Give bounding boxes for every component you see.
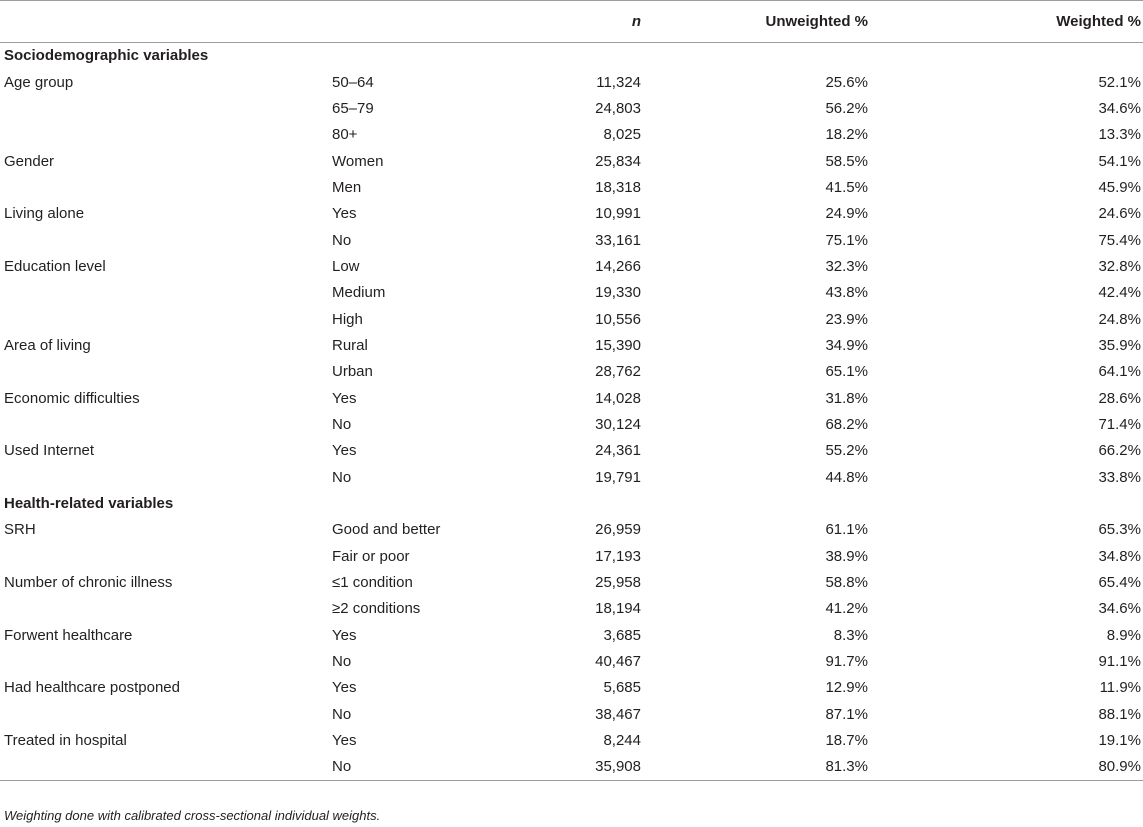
table-row bbox=[0, 596, 1143, 622]
row-unweighted-value: 34.9% bbox=[825, 336, 868, 354]
row-category-label: 80+ bbox=[332, 126, 358, 144]
table-row bbox=[0, 95, 1143, 121]
row-category-label: No bbox=[332, 705, 352, 723]
row-unweighted-value: 75.1% bbox=[825, 231, 868, 249]
row-unweighted-value: 68.2% bbox=[825, 415, 868, 433]
row-n-value: 14,266 bbox=[595, 257, 641, 275]
row-category-label: Good and better bbox=[332, 521, 441, 539]
table-row bbox=[0, 727, 1143, 753]
row-unweighted-value: 87.1% bbox=[825, 705, 868, 723]
row-n-value: 3,685 bbox=[603, 626, 641, 644]
row-variable-label bbox=[0, 701, 330, 727]
row-category-label: High bbox=[332, 310, 363, 328]
row-n-value: 25,958 bbox=[595, 574, 641, 592]
row-category-label: No bbox=[332, 653, 352, 671]
row-unweighted-value: 31.8% bbox=[825, 389, 868, 407]
header-row bbox=[0, 1, 1143, 43]
row-variable-label: Living alone bbox=[4, 205, 85, 223]
row-weighted-value: 34.6% bbox=[1098, 99, 1141, 117]
row-n-value: 38,467 bbox=[595, 705, 641, 723]
row-variable-label: Gender bbox=[4, 152, 55, 170]
row-unweighted-value: 41.5% bbox=[825, 178, 868, 196]
row-category-label: No bbox=[330, 754, 580, 780]
section-header-row bbox=[0, 43, 1143, 69]
row-weighted-value: 64.1% bbox=[1098, 363, 1141, 381]
table-row bbox=[0, 464, 1143, 490]
row-weighted-value: 11.9% bbox=[1099, 679, 1141, 697]
row-n-value: 25,834 bbox=[595, 152, 641, 170]
row-category-label: Yes bbox=[332, 205, 357, 223]
row-unweighted-value: 56.2% bbox=[825, 99, 868, 117]
row-weighted-value: 8.9% bbox=[1106, 626, 1141, 644]
row-weighted-value: 13.3% bbox=[1098, 126, 1141, 144]
row-weighted-value: 32.8% bbox=[1098, 257, 1141, 275]
row-unweighted-value: 65.1% bbox=[825, 363, 868, 381]
row-weighted-value: 24.6% bbox=[1098, 205, 1141, 223]
section-title: Health-related variables bbox=[4, 495, 174, 513]
table-row bbox=[0, 69, 1143, 95]
table-row bbox=[0, 648, 1143, 674]
row-variable-label: Education level bbox=[4, 257, 106, 275]
row-category-label: Urban bbox=[332, 363, 373, 381]
row-unweighted-value: 18.2% bbox=[825, 126, 868, 144]
table-row bbox=[0, 359, 1143, 385]
section-title: Sociodemographic variables bbox=[4, 47, 209, 65]
table-row bbox=[0, 332, 1143, 358]
row-category-label: 65–79 bbox=[332, 99, 374, 117]
row-category-label: No bbox=[332, 231, 352, 249]
row-n-value: 18,318 bbox=[595, 178, 641, 196]
row-n-value: 28,762 bbox=[595, 363, 641, 381]
row-variable-label: Forwent healthcare bbox=[4, 626, 133, 644]
table-row bbox=[0, 201, 1143, 227]
row-category-label: Yes bbox=[332, 626, 357, 644]
row-variable-label: SRH bbox=[4, 521, 36, 539]
row-category-label: No bbox=[332, 415, 352, 433]
row-weighted-value: 52.1% bbox=[1098, 73, 1141, 91]
row-n-value: 18,194 bbox=[595, 600, 641, 618]
row-n-value: 33,161 bbox=[595, 231, 641, 249]
table-row bbox=[0, 280, 1143, 306]
row-unweighted-value: 25.6% bbox=[825, 73, 868, 91]
table-row bbox=[0, 385, 1143, 411]
row-n-value: 8,244 bbox=[603, 732, 641, 750]
table-row bbox=[0, 306, 1143, 332]
row-unweighted-value: 61.1% bbox=[825, 521, 868, 539]
row-n-value: 19,791 bbox=[595, 468, 641, 486]
row-category-label: Women bbox=[332, 152, 384, 170]
row-unweighted-value: 58.8% bbox=[825, 574, 868, 592]
row-weighted-value: 34.6% bbox=[1098, 600, 1141, 618]
table-row bbox=[0, 569, 1143, 595]
row-weighted-value: 28.6% bbox=[1098, 389, 1141, 407]
table-row bbox=[0, 517, 1143, 543]
row-unweighted-value: 24.9% bbox=[825, 205, 868, 223]
row-category-label: Yes bbox=[332, 732, 357, 750]
row-n-value: 10,556 bbox=[595, 310, 641, 328]
row-category-label: 50–64 bbox=[332, 73, 374, 91]
table-row bbox=[0, 622, 1143, 648]
row-unweighted-value: 38.9% bbox=[825, 547, 868, 565]
row-n-value: 26,959 bbox=[595, 521, 641, 539]
row-variable-label bbox=[0, 648, 330, 674]
row-n-value: 17,193 bbox=[595, 547, 641, 565]
row-unweighted-value: 58.5% bbox=[825, 152, 868, 170]
table-footnote: Weighting done with calibrated cross-sectional individual weights. bbox=[4, 808, 381, 823]
table-row bbox=[0, 122, 1143, 148]
row-n-value: 24,361 bbox=[595, 442, 641, 460]
row-weighted-value: 88.1% bbox=[1098, 705, 1141, 723]
row-variable-label bbox=[0, 464, 330, 490]
row-variable-label bbox=[0, 754, 330, 780]
row-unweighted-value: 44.8% bbox=[825, 468, 868, 486]
row-variable-label bbox=[0, 174, 330, 200]
header-weighted: Weighted % bbox=[870, 1, 1143, 43]
row-weighted-value: 91.1% bbox=[1098, 653, 1141, 671]
row-variable-label: Age group bbox=[4, 73, 74, 91]
row-n-value: 30,124 bbox=[595, 415, 641, 433]
row-unweighted-value: 18.7% bbox=[825, 732, 868, 750]
row-variable-label bbox=[0, 95, 330, 121]
row-variable-label bbox=[0, 306, 330, 332]
table-row bbox=[0, 701, 1143, 727]
row-variable-label: Treated in hospital bbox=[4, 732, 127, 750]
row-weighted-value: 71.4% bbox=[1098, 415, 1141, 433]
row-category-label: Fair or poor bbox=[332, 547, 410, 565]
row-weighted-value: 54.1% bbox=[1098, 152, 1141, 170]
row-category-label: Rural bbox=[332, 336, 368, 354]
row-weighted-value: 65.4% bbox=[1098, 574, 1141, 592]
row-unweighted-value: 32.3% bbox=[825, 257, 868, 275]
row-n-value: 35,908 bbox=[580, 754, 645, 780]
row-unweighted-value: 81.3% bbox=[645, 754, 870, 780]
row-category-label: Yes bbox=[332, 389, 357, 407]
row-category-label: Medium bbox=[332, 284, 386, 302]
row-weighted-value: 34.8% bbox=[1098, 547, 1141, 565]
row-variable-label bbox=[0, 411, 330, 437]
row-variable-label: Had healthcare postponed bbox=[4, 679, 180, 697]
row-unweighted-value: 91.7% bbox=[825, 653, 868, 671]
row-n-value: 40,467 bbox=[595, 653, 641, 671]
table-body bbox=[0, 43, 1143, 781]
row-weighted-value: 75.4% bbox=[1098, 231, 1141, 249]
row-category-label: No bbox=[332, 468, 352, 486]
row-weighted-value: 33.8% bbox=[1098, 468, 1141, 486]
row-unweighted-value: 55.2% bbox=[825, 442, 868, 460]
row-unweighted-value: 23.9% bbox=[825, 310, 868, 328]
row-category-label: Men bbox=[332, 178, 362, 196]
table-row bbox=[0, 148, 1143, 174]
row-category-label: Yes bbox=[332, 442, 357, 460]
row-category-label: Yes bbox=[332, 679, 357, 697]
row-variable-label: Area of living bbox=[4, 336, 91, 354]
table-row bbox=[0, 754, 1143, 780]
row-variable-label: Economic difficulties bbox=[4, 389, 140, 407]
table-row bbox=[0, 411, 1143, 437]
row-n-value: 19,330 bbox=[595, 284, 641, 302]
row-weighted-value: 80.9% bbox=[870, 754, 1143, 780]
row-variable-label bbox=[0, 543, 330, 569]
header-unweighted: Unweighted % bbox=[645, 1, 870, 43]
row-category-label: ≤1 condition bbox=[332, 574, 413, 592]
row-weighted-value: 45.9% bbox=[1098, 178, 1141, 196]
row-variable-label: Number of chronic illness bbox=[4, 574, 173, 592]
header-variable bbox=[0, 1, 330, 43]
row-variable-label bbox=[0, 596, 330, 622]
row-variable-label bbox=[0, 227, 330, 253]
row-category-label: Low bbox=[332, 257, 360, 275]
table-row bbox=[0, 227, 1143, 253]
row-weighted-value: 35.9% bbox=[1098, 336, 1141, 354]
header-category bbox=[330, 1, 580, 43]
header-n: n bbox=[580, 1, 645, 43]
row-weighted-value: 65.3% bbox=[1098, 521, 1141, 539]
row-weighted-value: 19.1% bbox=[1098, 732, 1141, 750]
row-weighted-value: 42.4% bbox=[1098, 284, 1141, 302]
row-n-value: 24,803 bbox=[595, 99, 641, 117]
row-category-label: ≥2 conditions bbox=[332, 600, 421, 618]
row-weighted-value: 24.8% bbox=[1098, 310, 1141, 328]
table-row bbox=[0, 543, 1143, 569]
row-n-value: 15,390 bbox=[595, 336, 641, 354]
row-variable-label: Used Internet bbox=[4, 442, 95, 460]
row-n-value: 11,324 bbox=[596, 73, 641, 91]
row-n-value: 10,991 bbox=[595, 205, 641, 223]
table-row bbox=[0, 675, 1143, 701]
row-weighted-value: 66.2% bbox=[1098, 442, 1141, 460]
row-unweighted-value: 8.3% bbox=[833, 626, 868, 644]
row-variable-label bbox=[0, 359, 330, 385]
table-header bbox=[0, 1, 1143, 43]
row-variable-label bbox=[0, 280, 330, 306]
row-unweighted-value: 43.8% bbox=[825, 284, 868, 302]
section-header-row bbox=[0, 490, 1143, 516]
row-unweighted-value: 41.2% bbox=[825, 600, 868, 618]
row-variable-label bbox=[0, 122, 330, 148]
row-n-value: 8,025 bbox=[603, 126, 641, 144]
row-unweighted-value: 12.9% bbox=[825, 679, 868, 697]
table-row bbox=[0, 253, 1143, 279]
row-n-value: 5,685 bbox=[603, 679, 641, 697]
table-row bbox=[0, 174, 1143, 200]
table-row bbox=[0, 438, 1143, 464]
row-n-value: 14,028 bbox=[595, 389, 641, 407]
